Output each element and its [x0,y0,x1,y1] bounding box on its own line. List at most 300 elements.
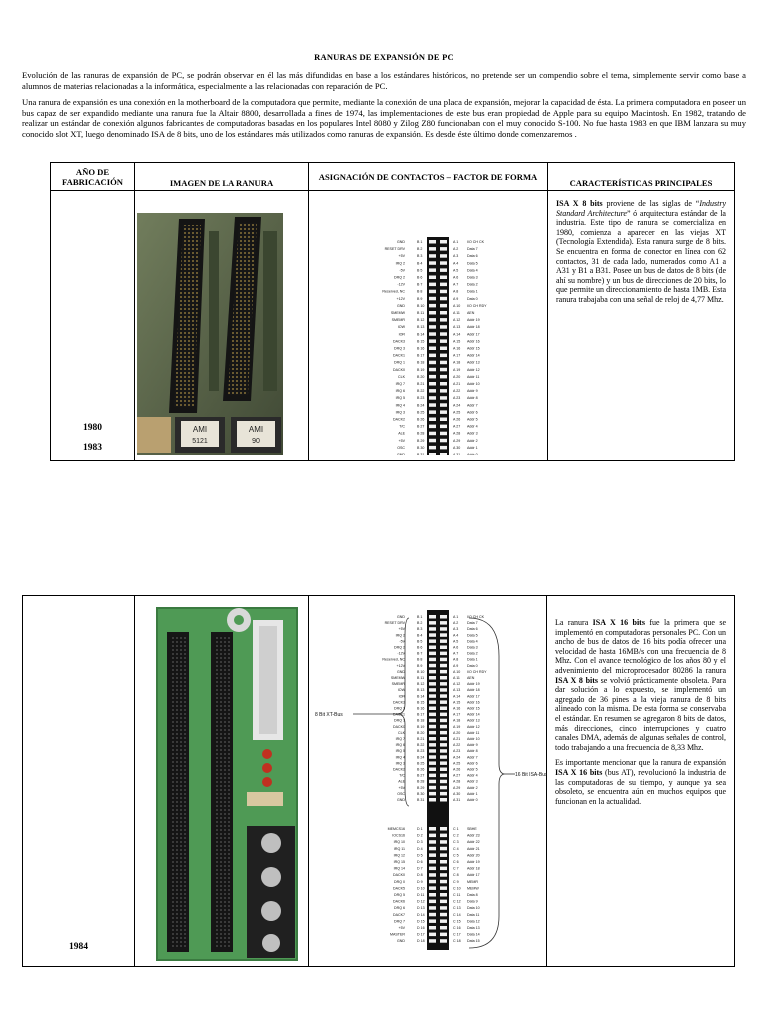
pin-contact [429,396,436,400]
chip-code: 90 [252,438,260,445]
pin-number-b: B 17 [417,353,425,358]
slot-image-cell [135,596,309,967]
pin-number-b: B 27 [417,773,425,778]
pin-contact [440,261,447,265]
pin-number-a: C 15 [453,919,461,924]
pin-number-b: D 13 [417,906,425,911]
pin-label-a: Data 8 [467,893,478,897]
pin-number-a: A 1 [453,240,459,244]
pin-contact [429,664,436,668]
pin-number-a: A 30 [453,445,461,450]
pin-contact [440,873,447,877]
pin-label-b: DRQ 2 [394,275,405,280]
pin-label-a: Addr 9 [467,743,478,748]
pin-label-b: IRQ 14 [393,866,405,871]
pin-contact [429,926,436,930]
pin-number-a: A 10 [453,669,461,674]
pin-number-a: A 31 [453,453,461,455]
pin-contact [429,731,436,735]
pin-number-b: D 12 [417,899,425,904]
pin-number-a: A 21 [453,737,461,741]
pin-number-a: A 15 [453,339,461,344]
pin-label-a: I/O CH CK [467,240,484,244]
bus8-label: 8 Bit XT-Bus [315,712,343,718]
pin-label-a: Addr 8 [467,396,478,401]
pin-contact [440,425,447,429]
pin-label-a: Addr 12 [467,724,480,729]
pin-number-a: A 17 [453,353,461,358]
pin-number-a: C 2 [453,833,459,838]
bus16-label: 16 Bit ISA-Bus [515,772,547,778]
expansion-slot-table-isa8 [50,162,735,461]
pin-contact [440,893,447,897]
pin-contact [429,737,436,741]
pin-contact [429,768,436,772]
pin-label-a: Addr 19 [467,860,480,864]
intro-paragraph: Evolución de las ranuras de expansión de PC, se podrán observar en él las más difundidas en base a los estándares históricos, no pretende ser un compendio sobre el tema, simplemente servir como base a alumnos de materias relacionadas a la informática, especialmente a las relacionadas con reparación de PC. [22,70,746,91]
pin-number-b: B 18 [417,718,425,723]
pin-label-b: Reserved, NC [382,657,405,662]
pin-contact [429,827,436,831]
pin-contact [429,713,436,717]
pin-contact [440,700,447,704]
pin-number-a: A 30 [453,791,461,796]
pin-contact [429,615,436,619]
pin-number-b: D 6 [417,860,423,864]
pin-contact [429,368,436,372]
pin-contact [429,774,436,778]
pin-number-a: A 2 [453,621,459,626]
pin-contact [440,731,447,735]
pin-number-a: A 8 [453,657,459,662]
pin-contact [429,446,436,450]
pin-contact [440,283,447,287]
pin-label-b: MASTER [390,932,405,937]
pin-label-a: Addr 19 [467,682,480,687]
pin-label-a: Data 4 [467,639,478,644]
pin-contact [429,919,436,923]
pin-number-b: D 8 [417,873,423,878]
pin-contact [429,676,436,680]
pin-label-b: DACK6 [393,899,405,904]
pin-contact [429,688,436,692]
pin-contact [429,432,436,436]
pin-number-a: A 6 [453,275,459,280]
pin-contact [429,867,436,871]
document-title: RANURAS DE EXPANSIÓN DE PC [314,52,454,62]
pin-number-b: B 11 [417,311,425,315]
pin-contact [429,410,436,414]
pin-label-b: IRQ 2 [395,261,405,266]
pin-contact [429,755,436,759]
pin-number-b: B 25 [417,761,425,766]
pin-number-a: A 24 [453,403,461,408]
pin-contact [440,389,447,393]
pin-contact [429,268,436,272]
pin-number-b: B 22 [417,389,425,394]
pin-label-b: DACK3 [393,700,405,705]
pin-label-a: Data 5 [467,261,478,266]
pin-label-b: IRQ 6 [395,389,405,394]
pin-label-a: Addr 18 [467,688,480,693]
pin-contact [429,332,436,336]
pin-label-b: IRQ 6 [395,743,405,748]
pin-label-a: SBHE [467,827,477,831]
pin-contact [440,834,447,838]
pin-contact [429,453,436,455]
pin-number-b: B 24 [417,755,425,760]
pin-number-b: D 9 [417,879,423,884]
pin-label-a: Data 5 [467,633,478,638]
pin-label-a: Addr 5 [467,417,478,422]
pin-contact [440,268,447,272]
pin-contact [440,694,447,698]
pin-label-b: IRQ 2 [395,633,405,638]
pin-contact [440,926,447,930]
pin-contact [429,840,436,844]
pin-number-b: D 4 [417,846,423,851]
pin-label-b: GND [397,615,405,619]
pin-number-a: C 8 [453,873,459,878]
pin-number-a: A 16 [453,706,461,711]
pin-contact [440,768,447,772]
pin-number-a: A 20 [453,730,461,735]
pin-label-a: Addr 17 [467,694,480,699]
pin-label-b: IRQ 7 [395,737,405,741]
pin-label-a: Addr 11 [467,730,480,735]
pin-label-b: +12V [396,663,405,668]
pin-number-a: A 12 [453,318,461,323]
pin-label-b: GND [397,453,405,455]
pin-number-b: D 18 [417,939,425,944]
pin-label-a: Data 2 [467,282,478,287]
pin-contact [440,297,447,301]
pin-contact [429,339,436,343]
pin-label-b: IOR [398,694,405,699]
header-image: IMAGEN DE LA RANURA [135,163,309,191]
pin-number-a: A 23 [453,749,461,754]
pin-label-b: T/C [399,773,405,778]
pin-contact [440,707,447,711]
pin-label-b: IRQ 10 [393,840,405,845]
pin-number-b: D 14 [417,912,425,917]
pin-contact [440,840,447,844]
pin-label-a: Addr 18 [467,866,480,871]
pin-contact [440,652,447,656]
pin-number-b: B 28 [417,779,425,784]
pin-contact [429,682,436,686]
chip-label: AMI [248,425,264,434]
pin-number-a: A 11 [453,676,460,680]
pin-label-b: DRQ 7 [394,919,405,924]
pin-label-a: MEMW [467,886,479,891]
pin-number-b: B 6 [417,275,423,280]
pin-contact [440,688,447,692]
isa8-description: ISA X 8 bits proviene de las siglas de “Industry Standard Architecture” ó arquitectura estándar de la industria. Este tipo de ranura se comercializa en 1980, comienza a aparecer en las viejas XT (Tecnología Extendida). Esta ranura surge de 8 bits. Se encuentra en forma de conector en línea con 62 contactos, 31 de cada lado, numerados como A1 a A31 y B1 a B31. Posee un bus de datos de 8 bits (de ahí su nombre) y un bus de direcciones de 20 bits, lo que permite un direccionamiento de hasta 1MB. Esta ranura trabajaba con una señal de reloj de 4,77 Mhz. [556,199,726,304]
pin-number-b: D 7 [417,866,423,871]
pin-label-a: Data 0 [467,663,478,668]
pin-label-b: DRQ 6 [394,906,405,911]
pin-label-b: +12V [396,296,405,301]
pin-contact [429,375,436,379]
pin-label-b: +5V [398,627,405,632]
pin-contact [440,621,447,625]
pin-label-a: Addr 3 [467,431,478,436]
year-end: 1983 [83,443,102,453]
isa16-description: La ranura ISA X 16 bits fue la primera que se implementó en computadoras personales PC. Con un ancho de bus de datos de 16 bits podía ofrecer una velocidad de hasta 16MB/s con una frecuencia de 8 Mhz. Con el avance tecnológico de los años 80 y el advenimiento del microprocesador 80286 la ranura ISA X 8 bits se volvió prácticamente obsoleta. Para dar solución a lo expuesto, se implementó un agregado de 36 pines a la vieja ranura de 8 bits alineado con la misma. De esta forma se conservaba el estándar. En resumen se agregaron 8 bits de datos, más direcciones, cinco interrupciones y cuatro canales DMA, además de algunas señales de control, todo trabajando a una frecuencia de 8,33 Mhz. Es importante mencionar que la ranura de expansión ISA X 16 bits (bus AT), revolucionó la industria de las computadoras de su tiempo, y aunque ya sea obsoleto, se encuentra aún en muchos equipos que funcionan en la actualidad. [555,618,727,806]
pin-label-a: Data 3 [467,645,478,650]
pin-number-a: A 4 [453,633,459,638]
pin-contact [429,240,436,244]
pin-label-a: Data 10 [467,906,480,911]
pin-contact [429,847,436,851]
pin-contact [429,719,436,723]
pin-label-b: +5V [398,438,405,443]
pin-label-b: IRQ 4 [395,755,405,760]
pin-label-b: IOCS16 [392,833,405,838]
pin-number-a: A 14 [453,694,461,699]
pin-contact [429,639,436,643]
pin-contact [440,633,447,637]
pin-contact [429,297,436,301]
pin-contact [440,847,447,851]
pin-contact [429,347,436,351]
pin-contact [440,798,447,802]
pin-number-a: A 22 [453,743,461,748]
pin-label-a: Addr 14 [467,712,480,717]
pin-number-a: A 19 [453,367,461,372]
pin-label-a: Addr 12 [467,367,480,372]
pin-contact [440,713,447,717]
pin-label-a: Addr 13 [467,360,480,365]
pin-number-a: A 29 [453,785,461,790]
pin-contact [440,737,447,741]
pin-number-a: A 9 [453,663,459,668]
pin-contact [429,900,436,904]
pin-number-a: C 4 [453,846,459,851]
pin-contact [429,361,436,365]
pin-number-a: A 5 [453,639,459,644]
pin-label-b: SMEMR [391,682,405,687]
pin-contact [440,906,447,910]
year-start: 1980 [83,423,102,433]
pin-label-a: I/O CH RDY [467,669,487,674]
pin-label-a: Data 1 [467,289,478,294]
pin-label-b: IOW [397,325,405,330]
pin-label-b: T/C [399,424,405,429]
pin-number-b: B 19 [417,724,425,729]
pin-number-b: B 13 [417,325,425,330]
pin-contact [429,439,436,443]
pin-number-b: B 8 [417,289,423,294]
pin-label-b: IRQ 15 [393,860,405,864]
pin-number-a: A 26 [453,417,461,422]
isa16-slot-photo [135,596,309,961]
pin-label-a: I/O CH CK [467,615,484,619]
pin-number-b: B 24 [417,403,425,408]
pin-contact [440,919,447,923]
pin-number-a: C 7 [453,866,459,871]
pin-number-b: B 26 [417,767,425,772]
pin-number-b: B 16 [417,346,425,351]
pin-number-a: A 28 [453,431,461,436]
pin-label-b: IRQ 12 [393,853,405,858]
pin-label-a: Addr 16 [467,700,480,705]
pin-contact [429,939,436,943]
pin-number-a: A 19 [453,724,461,729]
pin-number-b: B 3 [417,254,423,259]
pin-number-a: A 23 [453,396,461,401]
pin-number-b: B 25 [417,410,425,415]
pin-contact [429,749,436,753]
pin-contact [440,719,447,723]
pin-label-a: Data 13 [467,926,480,930]
pin-label-b: -5V [399,268,405,273]
pin-label-b: SMEMW [390,311,405,315]
pin-number-b: B 22 [417,743,425,748]
pin-contact [429,853,436,857]
pin-label-b: IRQ 5 [395,749,405,754]
pin-number-a: A 15 [453,700,461,705]
pin-contact [429,254,436,258]
pin-label-b: +5V [398,785,405,790]
pin-label-a: Addr 22 [467,840,480,845]
pin-contact [429,261,436,265]
pin-label-a: Addr 17 [467,332,480,337]
pin-number-b: B 30 [417,445,425,450]
pin-label-a: Data 0 [467,296,478,301]
pin-label-b: DACK1 [393,712,405,717]
pin-label-b: +5V [398,254,405,259]
pin-contact [440,939,447,943]
pin-number-b: B 1 [417,240,423,244]
pin-number-b: B 29 [417,785,425,790]
pin-label-a: Data 9 [467,899,478,904]
pin-number-b: D 2 [417,833,423,838]
pin-label-b: DACK2 [393,417,405,422]
pin-number-b: B 9 [417,663,423,668]
pin-label-a: Data 6 [467,627,478,632]
pin-contact [429,276,436,280]
pin-contact [440,639,447,643]
pin-number-b: D 16 [417,926,425,930]
pin-label-a: Data 4 [467,268,478,273]
pin-contact [440,755,447,759]
pin-number-a: A 28 [453,779,461,784]
pin-contact [440,361,447,365]
pin-label-b: GND [397,939,405,944]
pin-contact [440,432,447,436]
pin-contact [440,853,447,857]
pin-label-a: Addr 4 [467,424,478,429]
pin-number-b: B 8 [417,657,423,662]
pin-contact [440,670,447,674]
pin-contact [440,332,447,336]
pin-number-a: A 26 [453,767,461,772]
pin-number-b: B 30 [417,791,425,796]
pin-label-a: AEN [467,676,475,680]
pin-contact [429,354,436,358]
pin-contact [440,664,447,668]
pin-contact [440,375,447,379]
pin-number-a: A 25 [453,410,461,415]
pin-label-b: DRQ 0 [394,879,405,884]
pin-number-a: A 22 [453,389,461,394]
pin-number-b: B 5 [417,639,423,644]
pin-number-a: A 5 [453,268,459,273]
pin-label-b: IRQ 3 [395,410,405,415]
pin-label-a: Addr 15 [467,346,480,351]
pin-contact [429,906,436,910]
pin-number-b: B 15 [417,700,425,705]
pin-number-a: A 6 [453,645,459,650]
pin-number-b: B 21 [417,382,425,386]
pin-contact [429,382,436,386]
pin-label-b: GND [397,669,405,674]
pin-contact [440,627,447,631]
isa8-pinout-diagram [309,191,548,455]
pin-label-b: DRQ 1 [394,360,405,365]
pin-label-a: Addr 16 [467,339,480,344]
pin-label-b: DRQ 3 [394,706,405,711]
pin-contact [429,670,436,674]
pin-contact [429,743,436,747]
pin-number-a: A 7 [453,651,459,656]
pin-number-b: B 9 [417,296,423,301]
features-cell [547,596,735,967]
pin-number-b: B 6 [417,645,423,650]
pin-contact [429,652,436,656]
pin-number-b: B 10 [417,303,425,308]
pin-number-a: A 14 [453,332,461,337]
pin-label-a: Addr 21 [467,846,480,851]
pin-label-a: AEN [467,311,475,315]
pin-contact [429,725,436,729]
pin-number-b: B 10 [417,669,425,674]
pin-label-b: ALE [398,779,405,784]
pin-contact [429,913,436,917]
pin-label-a: Addr 18 [467,325,480,330]
pin-number-b: B 31 [417,798,425,802]
pin-number-b: B 3 [417,627,423,632]
pin-number-a: C 16 [453,926,461,930]
pin-contact [440,354,447,358]
pin-label-a: Addr 17 [467,873,480,878]
pin-number-a: C 12 [453,899,461,904]
pin-number-a: C 6 [453,860,459,864]
pin-label-a: Addr 1 [467,445,478,450]
pin-contact [429,700,436,704]
pin-label-a: Addr 1 [467,791,478,796]
pin-number-a: A 4 [453,261,459,266]
pin-number-b: D 1 [417,827,423,831]
pinout-cell [309,596,547,967]
pin-number-b: B 20 [417,374,425,379]
pin-label-b: DACK0 [393,367,405,372]
pin-number-a: C 5 [453,853,459,858]
pin-label-a: Data 2 [467,651,478,656]
pin-contact [429,318,436,322]
pin-number-b: B 18 [417,360,425,365]
pin-number-b: B 17 [417,712,425,717]
year-cell [51,191,135,461]
chip-label: AMI [192,425,208,434]
pin-number-b: B 7 [417,651,423,656]
pin-label-a: Addr 2 [467,438,478,443]
pin-label-b: GND [397,798,405,802]
pin-label-b: DACK0 [393,873,405,878]
pin-label-b: CLK [398,730,405,735]
